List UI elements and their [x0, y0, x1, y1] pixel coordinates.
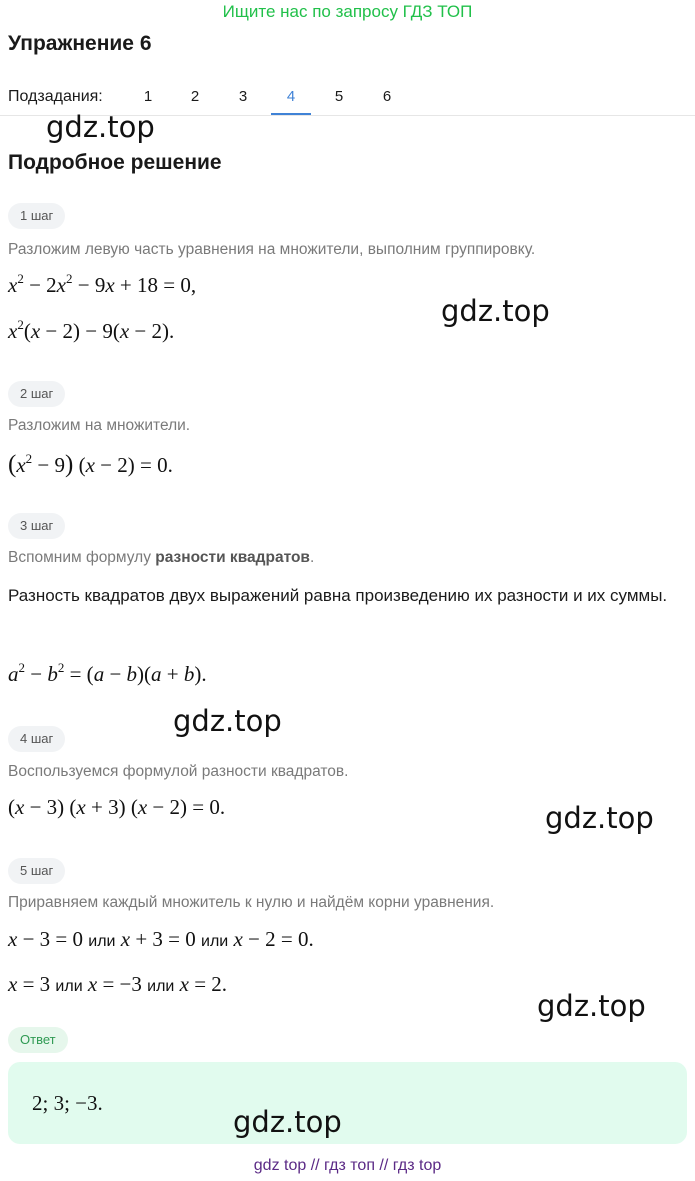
- step-description-3-prefix: Вспомним формулу: [8, 549, 156, 566]
- watermark: gdz.top: [441, 294, 550, 328]
- answer-value: 2; 3; −3.: [32, 1091, 103, 1115]
- tab-subtask-6[interactable]: 6: [382, 88, 392, 105]
- or-word: или: [55, 978, 83, 995]
- watermark: gdz.top: [46, 110, 155, 144]
- subtasks-label: Подзадания:: [8, 88, 103, 105]
- formula-equation: $a^2 - b^2 = (a - b)(a + b)$.: [8, 660, 207, 686]
- or-word: или: [147, 978, 175, 995]
- section-title: Подробное решение: [8, 151, 222, 174]
- equation-5: x − 3 = 0 или x + 3 = 0 или x − 2 = 0.: [8, 927, 314, 951]
- watermark: gdz.top: [233, 1105, 342, 1139]
- footer-links[interactable]: gdz top // гдз топ // гдз top: [253, 1157, 442, 1174]
- step-description-3: [8, 549, 314, 567]
- equation-6: x = 3 или x = −3 или x = 2.: [8, 972, 228, 996]
- step-description-2: Разложим на множители.: [8, 417, 191, 434]
- watermark: gdz.top: [537, 989, 646, 1023]
- tab-subtask-3[interactable]: 3: [238, 88, 248, 105]
- tab-subtask-5[interactable]: 5: [334, 88, 344, 105]
- page-title: Упражнение 6: [8, 32, 152, 55]
- step-description-5: Приравняем каждый множитель к нулю и найдём корни уравнения.: [8, 894, 495, 911]
- step-badge-4: 4 шаг: [8, 726, 65, 752]
- watermark: gdz.top: [545, 801, 654, 835]
- step-badge-5: 5 шаг: [8, 858, 65, 884]
- step-badge-2: 2 шаг: [8, 381, 65, 407]
- step-badge-1: 1 шаг: [8, 203, 65, 229]
- step-badge-3: 3 шаг: [8, 513, 65, 539]
- formula-name: разности квадратов: [155, 549, 310, 566]
- equation-2: $x^2(x - 2) - 9(x - 2)$.: [8, 317, 175, 343]
- search-banner: Ищите нас по запросу ГДЗ ТОП: [222, 2, 473, 21]
- step-description-4: Воспользуемся формулой разности квадратов.: [8, 763, 349, 780]
- equation-3: $(x^2 - 9) (x - 2) = 0$.: [8, 451, 173, 478]
- equation-1: $x^2 - 2x^2 - 9x + 18 = 0$,: [8, 271, 197, 297]
- answer-box: [8, 1062, 687, 1144]
- difference-of-squares-rule: Разность квадратов двух выражений равна произведению их разности и их суммы.: [8, 586, 668, 605]
- answer-badge: Ответ: [8, 1027, 68, 1053]
- equation-4: (x − 3) (x + 3) (x − 2) = 0.: [8, 795, 226, 819]
- or-word: или: [88, 933, 116, 950]
- step-description-3-suffix: .: [309, 549, 315, 566]
- tab-subtask-1[interactable]: 1: [143, 88, 153, 105]
- tab-subtask-4[interactable]: 4: [286, 88, 296, 105]
- step-description-1: Разложим левую часть уравнения на множители, выполним группировку.: [8, 241, 536, 258]
- tab-subtask-2[interactable]: 2: [190, 88, 200, 105]
- or-word: или: [201, 933, 229, 950]
- watermark: gdz.top: [173, 704, 282, 738]
